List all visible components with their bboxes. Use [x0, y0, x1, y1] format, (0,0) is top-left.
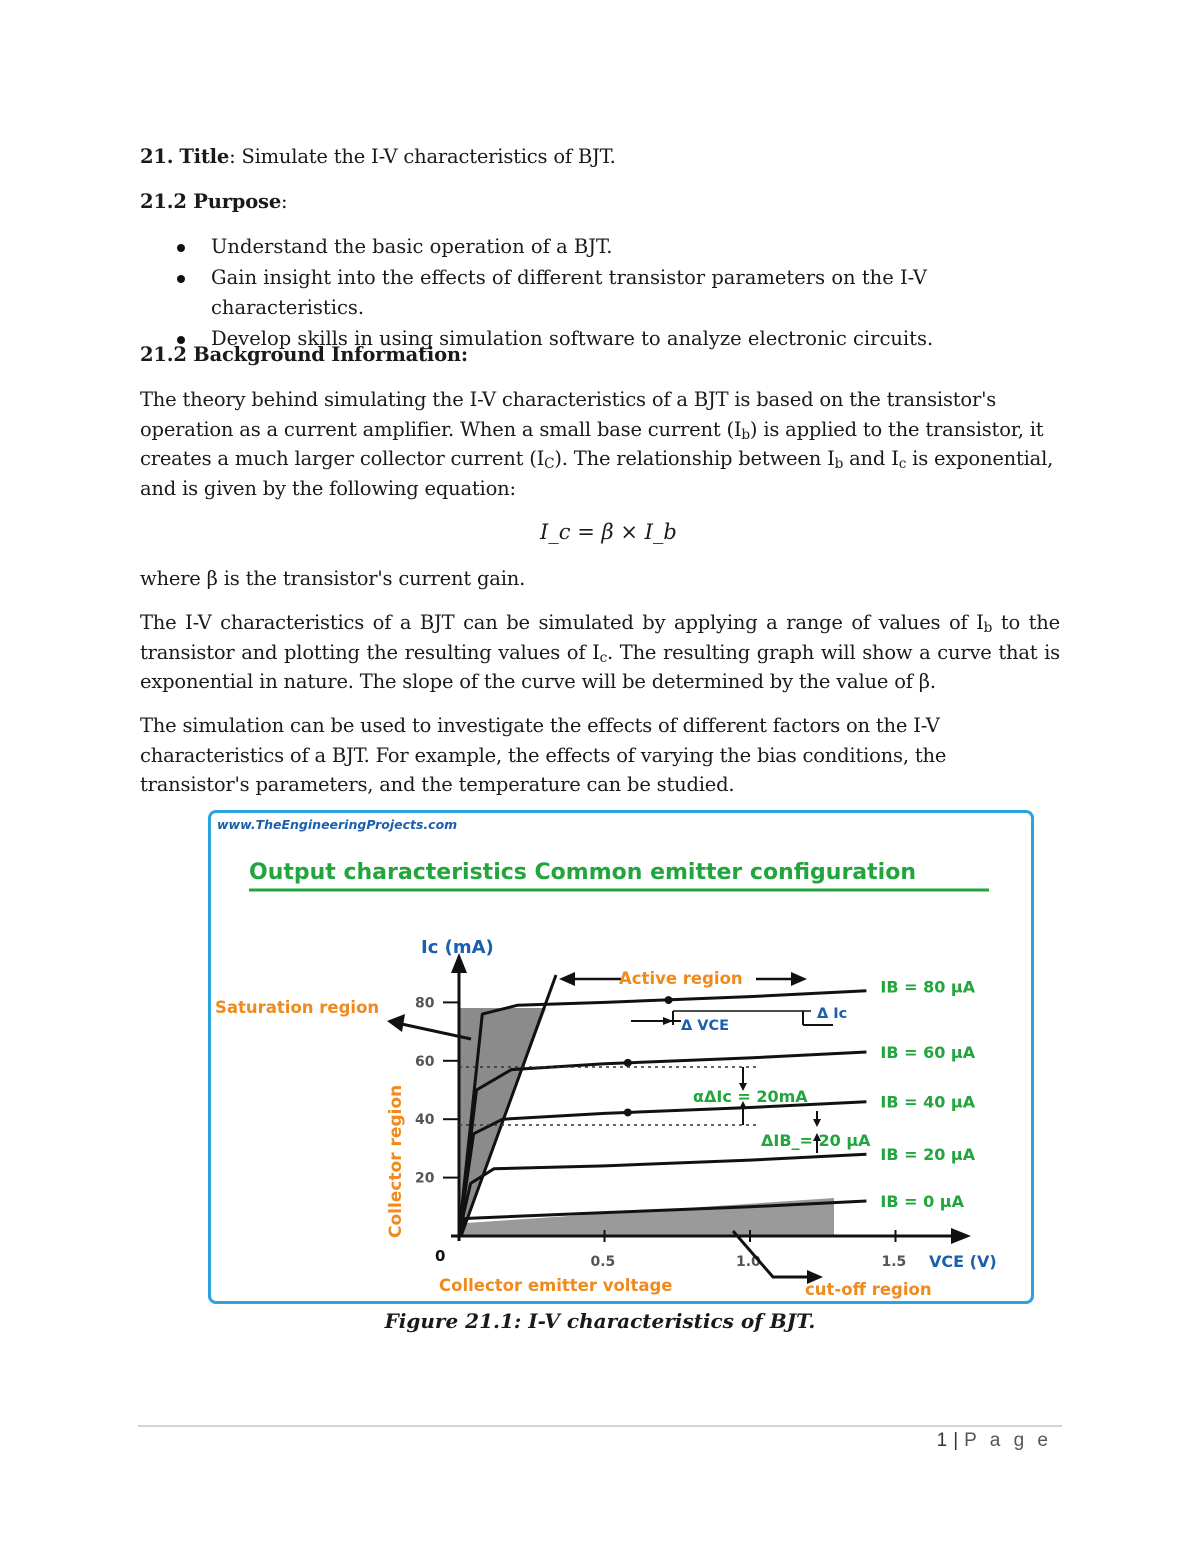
title-text: : Simulate the I-V characteristics of BJT. — [229, 145, 616, 168]
page-number: 1 — [936, 1430, 948, 1451]
watermark-text: www.TheEngineeringProjects.com — [217, 817, 458, 832]
series-label-group — [880, 978, 975, 1211]
x-axis-label: VCE (V) — [929, 1252, 997, 1271]
page-label: P a g e — [964, 1430, 1052, 1451]
p1-sub-c: C — [544, 456, 555, 472]
background-paragraph-2: where β is the transistor's current gain. — [140, 567, 526, 590]
delta-ib-label: ΔIB_= 20 μA — [761, 1131, 871, 1150]
purpose-item-text: Understand the basic operation of a BJT. — [211, 235, 613, 258]
arrow-down-icon — [813, 1119, 821, 1127]
purpose-colon: : — [281, 190, 288, 213]
p1-text-a: The theory behind simulating the I-V characteristics of a BJT is based on the transistor's operation as a current amplifier. When a small base current (I — [140, 388, 997, 441]
series-label: IB = 60 μA — [880, 1043, 976, 1063]
list-item — [140, 232, 1060, 263]
x-axis-arrow-icon — [951, 1228, 971, 1244]
background-paragraph-1 — [140, 385, 1060, 503]
p1-text-c: ) is applied to the transistor, it creates a much larger collector current (I — [140, 417, 1044, 470]
background-paragraph-3 — [140, 608, 1060, 697]
series-label: IB = 20 μA — [880, 1145, 976, 1165]
p3-sub-c: c — [599, 649, 608, 666]
p3-text-a: The I-V characteristics of a BJT can be simulated by applying a range of values of I — [140, 611, 984, 634]
arrow-left-icon — [387, 1014, 405, 1032]
p3-text-c: to the transistor and plotting the resulting values of I — [140, 611, 1060, 664]
p1-sub-b: b — [741, 426, 750, 443]
p3-sub-b: b — [983, 620, 993, 636]
p1-sub-b2: b — [834, 456, 844, 472]
p1-sub-c2: c — [898, 456, 907, 472]
saturation-region-label: Saturation region — [215, 998, 380, 1017]
arrow-left-icon — [559, 972, 575, 986]
series-point — [624, 1108, 632, 1116]
purpose-item-text: Develop skills in using simulation software to analyze electronic circuits. — [211, 326, 934, 350]
figure-frame — [208, 810, 1034, 1304]
x-axis-caption: Collector emitter voltage — [439, 1276, 673, 1295]
series-point — [665, 996, 673, 1004]
series-label: IB = 0 μA — [880, 1191, 964, 1211]
page-separator: | — [953, 1430, 959, 1451]
series-point — [624, 1059, 632, 1067]
purpose-item-text: Gain insight into the effects of different transistor parameters on the I-V characteristics. — [211, 265, 927, 319]
title-line — [140, 142, 1060, 172]
background-heading: 21.2 Background Information: — [140, 343, 468, 366]
arrow-right-icon — [791, 972, 807, 986]
y-tick-label: 80 — [415, 995, 435, 1012]
delta-vce-label: Δ VCE — [681, 1018, 730, 1034]
y-tick-label: 20 — [415, 1170, 435, 1187]
y-axis-label: Ic (mA) — [421, 937, 494, 958]
delta-ic-label: Δ Ic — [817, 1006, 848, 1022]
active-region-label: Active region — [619, 969, 743, 988]
bullet-icon — [177, 275, 185, 283]
alpha-delta-ic-label: αΔIc = 20mA — [693, 1087, 808, 1106]
background-paragraph-4: The simulation can be used to investigate the effects of different factors on the I-V characteristics of a BJT. For example, the effects of varying the bias conditions, the transistor's parameters, and the temperature can be studied. — [140, 714, 947, 796]
title-label: Title — [179, 145, 230, 168]
output-characteristics-chart — [211, 813, 1031, 1301]
figure-caption: Figure 21.1: I-V characteristics of BJT. — [384, 1309, 816, 1333]
x-tick-label: 0.5 — [590, 1254, 616, 1270]
series-label: IB = 40 μA — [880, 1092, 976, 1112]
p1-text-e: ). The relationship between I — [554, 447, 835, 470]
page-footer — [937, 1430, 1052, 1452]
p3-text-e: . The resulting graph will show a curve that is exponential in nature. The slope of the curve will be determined by the value of β. — [140, 640, 1060, 693]
list-item — [140, 263, 1060, 324]
chart-title: Output characteristics Common emitter configuration — [249, 860, 916, 885]
title-number: 21. — [140, 145, 174, 168]
footer-divider — [138, 1425, 1062, 1427]
y-tick-label: 60 — [415, 1053, 435, 1070]
series-label: IB = 80 μA — [880, 977, 976, 997]
p1-text-i: is exponential, and is given by the following equation: — [140, 447, 1054, 500]
arrow-right-icon — [663, 1017, 673, 1025]
x-tick-label: 1.0 — [736, 1254, 761, 1270]
origin-label: 0 — [435, 1247, 446, 1265]
p1-text-g: and I — [843, 447, 899, 470]
purpose-heading-line — [140, 187, 1060, 217]
equation: I_c = β × I_b — [540, 520, 677, 544]
bullet-icon — [177, 244, 185, 252]
purpose-list — [140, 232, 1060, 354]
cutoff-region-label: cut-off region — [805, 1280, 932, 1299]
purpose-heading: 21.2 Purpose — [140, 190, 282, 213]
collector-region-label: Collector region — [386, 1084, 406, 1238]
x-tick-label: 1.5 — [881, 1254, 907, 1270]
y-tick-label: 40 — [415, 1112, 435, 1129]
